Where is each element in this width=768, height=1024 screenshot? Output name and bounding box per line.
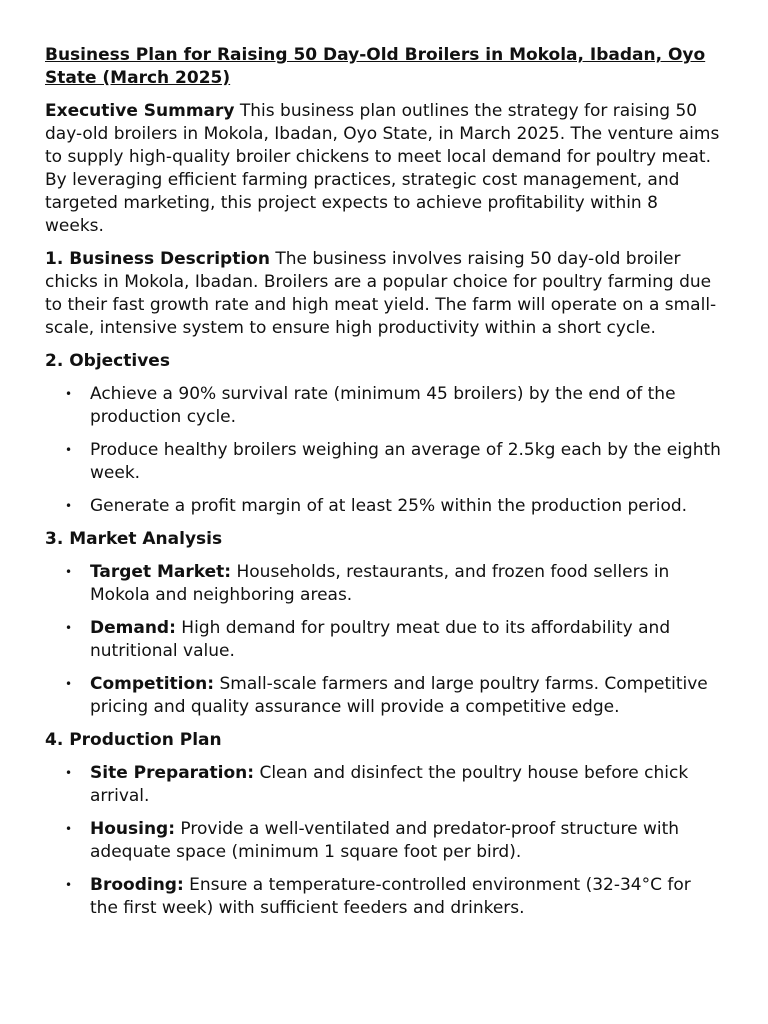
item-label: Target Market: <box>90 562 232 582</box>
item-text: Small-scale farmers and large poultry farms. Competitive pricing and quality assurance will provide a competitive edge. <box>90 674 708 717</box>
list-item <box>45 561 722 607</box>
production-plan-list <box>45 762 722 920</box>
bullet-icon: • <box>65 822 73 836</box>
item-label: Demand: <box>90 618 176 638</box>
list-item <box>45 495 722 518</box>
item-text: High demand for poultry meat due to its affordability and nutritional value. <box>90 618 671 661</box>
item-text: Provide a well-ventilated and predator-proof structure with adequate space (minimum 1 square foot per bird). <box>90 819 680 862</box>
bullet-icon: • <box>65 878 73 892</box>
list-item <box>45 673 722 719</box>
executive-summary-text: This business plan outlines the strategy for raising 50 day-old broilers in Mokola, Ibadan, Oyo State, in March 2025. The venture aims to supply high-quality broiler chickens to meet local demand for poultry meat. By leveraging efficient farming practices, strategic cost management, and targeted marketing, this project expects to achieve profitability within 8 weeks. <box>45 101 720 236</box>
document-title: Business Plan for Raising 50 Day-Old Broilers in Mokola, Ibadan, Oyo State (March 2025) <box>45 45 706 88</box>
list-item <box>45 874 722 920</box>
market-analysis-list <box>45 561 722 719</box>
bullet-icon: • <box>65 565 73 579</box>
business-description-paragraph <box>45 248 722 340</box>
objective-text: Achieve a 90% survival rate (minimum 45 broilers) by the end of the production cycle. <box>90 384 676 427</box>
objective-text: Generate a profit margin of at least 25% within the production period. <box>90 496 688 516</box>
bullet-icon: • <box>65 766 73 780</box>
executive-summary-paragraph <box>45 100 722 238</box>
objectives-heading: 2. Objectives <box>45 351 170 371</box>
item-label: Brooding: <box>90 875 184 895</box>
item-label: Competition: <box>90 674 215 694</box>
bullet-icon: • <box>65 387 73 401</box>
list-item <box>45 383 722 429</box>
item-text: Households, restaurants, and frozen food sellers in Mokola and neighboring areas. <box>90 562 670 605</box>
bullet-icon: • <box>65 443 73 457</box>
business-description-heading: 1. Business Description <box>45 249 270 269</box>
objectives-list <box>45 383 722 518</box>
bullet-icon: • <box>65 677 73 691</box>
market-analysis-heading: 3. Market Analysis <box>45 529 223 549</box>
objective-text: Produce healthy broilers weighing an average of 2.5kg each by the eighth week. <box>90 440 721 483</box>
list-item <box>45 818 722 864</box>
production-plan-heading: 4. Production Plan <box>45 730 222 750</box>
bullet-icon: • <box>65 621 73 635</box>
item-text: Clean and disinfect the poultry house before chick arrival. <box>90 763 689 806</box>
list-item <box>45 762 722 808</box>
item-label: Housing: <box>90 819 176 839</box>
business-description-text: The business involves raising 50 day-old broiler chicks in Mokola, Ibadan. Broilers are a popular choice for poultry farming due to their fast growth rate and high meat yield. The farm will operate on a small-scale, intensive system to ensure high productivity within a short cycle. <box>45 249 717 338</box>
item-label: Site Preparation: <box>90 763 255 783</box>
bullet-icon: • <box>65 499 73 513</box>
list-item <box>45 439 722 485</box>
item-text: Ensure a temperature-controlled environment (32-34°C for the first week) with sufficient feeders and drinkers. <box>90 875 691 918</box>
list-item <box>45 617 722 663</box>
executive-summary-heading: Executive Summary <box>45 101 235 121</box>
